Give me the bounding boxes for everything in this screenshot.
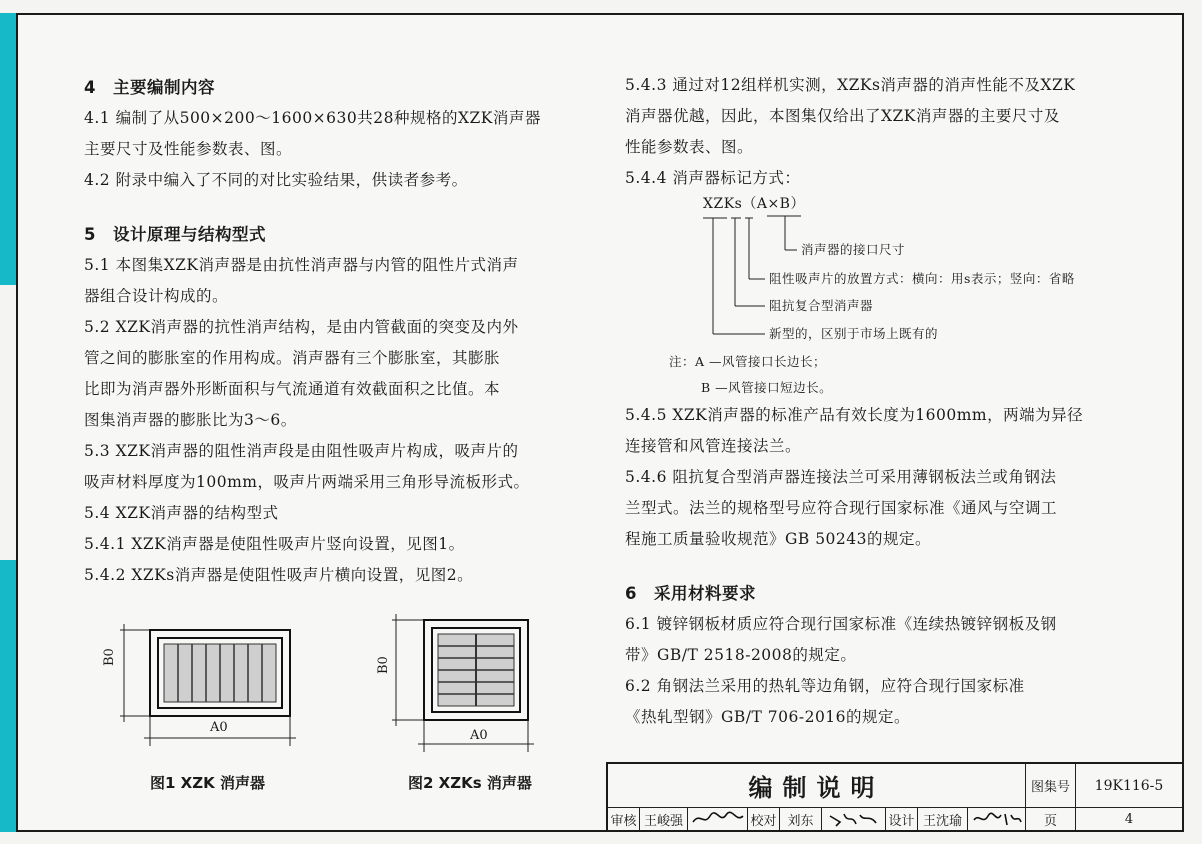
designer-signature-mark <box>971 810 1023 828</box>
fig2-dim-a: A0 <box>470 728 488 743</box>
figure-2-drawing <box>392 614 534 752</box>
section-5-title: 5 设计原理与结构型式 <box>84 225 266 244</box>
para-5-1: 5.1 本图集XZK消声器是由抗性消声器与内管的阻性片式消声 <box>84 256 519 274</box>
para-6-1: 6.1 镀锌钢板材质应符合现行国家标准《连续热镀锌钢板及钢 <box>625 615 1057 633</box>
page-label: 页 <box>1026 808 1076 830</box>
para-5-4-3-cont1: 消声器优越，因此，本图集仅给出了XZK消声器的主要尺寸及 <box>625 107 1060 125</box>
atlas-number: 19K116-5 <box>1076 764 1182 808</box>
para-4-2: 4.2 附录中编入了不同的对比实验结果，供读者参考。 <box>84 171 468 189</box>
fig2-dim-b: B0 <box>376 656 391 674</box>
atlas-number-label: 图集号 <box>1026 764 1076 808</box>
marking-leader-lines <box>625 194 1145 344</box>
para-5-3-cont: 吸声材料厚度为100mm，吸声片两端采用三角形导流板形式。 <box>84 473 530 491</box>
figure-1-drawing <box>120 624 296 746</box>
para-6-1-cont: 带》GB/T 2518-2008的规定。 <box>625 646 857 664</box>
figures-area <box>98 614 568 804</box>
para-5-2-cont3: 图集消声器的膨胀比为3～6。 <box>84 411 297 429</box>
para-5-4-6-cont2: 程施工质量验收规范》GB 50243的规定。 <box>625 530 932 548</box>
para-5-4-3: 5.4.3 通过对12组样机实测，XZKs消声器的消声性能不及XZK <box>625 76 1076 94</box>
fig1-dim-b: B0 <box>102 648 117 666</box>
para-5-4-3-cont2: 性能参数表、图。 <box>625 138 754 156</box>
para-4-1: 4.1 编制了从500×200～1600×630共28种规格的XZK消声器 <box>84 109 541 127</box>
note-b: B —风管接口短边长。 <box>701 380 833 395</box>
marking-label-new: 新型的，区别于市场上既有的 <box>769 326 939 341</box>
para-5-4-1: 5.4.1 XZK消声器是使阻性吸声片竖向设置，见图1。 <box>84 535 465 553</box>
para-5-4-4: 5.4.4 消声器标记方式： <box>625 169 801 187</box>
para-5-2-cont2: 比即为消声器外形断面积与气流通道有效截面积之比值。本 <box>84 380 501 398</box>
para-5-4-6: 5.4.6 阻抗复合型消声器连接法兰可采用薄钢板法兰或角钢法 <box>625 468 1057 486</box>
para-6-2-cont: 《热轧型钢》GB/T 706-2016的规定。 <box>625 708 911 726</box>
checker-signature-mark <box>826 810 882 828</box>
design-label: 设计 <box>886 808 918 830</box>
check-label: 校对 <box>748 808 780 830</box>
marking-label-orientation: 阻性吸声片的放置方式：横向：用s表示；竖向：省略 <box>769 271 1075 286</box>
designer-name: 王沈瑜 <box>918 808 968 830</box>
cyan-edge-bottom <box>0 560 16 832</box>
para-6-2: 6.2 角钢法兰采用的热轧等边角钢，应符合现行国家标准 <box>625 677 1025 695</box>
marking-label-size: 消声器的接口尺寸 <box>801 242 906 257</box>
reviewer-signature-mark <box>690 810 746 828</box>
para-5-2: 5.2 XZK消声器的抗性消声结构，是由内管截面的突变及内外 <box>84 318 519 336</box>
review-label: 审核 <box>608 808 640 830</box>
reviewer-signature <box>688 808 748 830</box>
figure-drawings <box>98 614 568 764</box>
marking-diagram <box>625 194 1165 395</box>
para-5-2-cont1: 管之间的膨胀室的作用构成。消声器有三个膨胀室，其膨胀 <box>84 349 501 367</box>
para-5-1-cont: 器组合设计构成的。 <box>84 287 229 305</box>
section-4-title: 4 主要编制内容 <box>84 78 215 97</box>
note-a: 注：A —风管接口长边长； <box>669 354 827 369</box>
para-5-4-6-cont1: 兰型式。法兰的规格型号应符合现行国家标准《通风与空调工 <box>625 499 1058 517</box>
drawing-title: 编制说明 <box>608 764 1026 808</box>
checker-signature <box>822 808 886 830</box>
para-5-3: 5.3 XZK消声器的阻性消声段是由阻性吸声片构成，吸声片的 <box>84 442 519 460</box>
reviewer-name: 王峻强 <box>640 808 688 830</box>
marking-label-type: 阻抗复合型消声器 <box>769 298 874 313</box>
figure-1-caption: 图1 XZK 消声器 <box>150 774 265 792</box>
title-block <box>606 762 1182 830</box>
para-5-4-2: 5.4.2 XZKs消声器是使阻性吸声片横向设置，见图2。 <box>84 566 474 584</box>
cyan-edge-top <box>0 13 16 285</box>
left-column <box>84 72 584 591</box>
fig1-dim-a: A0 <box>210 720 228 735</box>
para-5-4-5: 5.4.5 XZK消声器的标准产品有效长度为1600mm，两端为异径 <box>625 406 1084 424</box>
checker-name: 刘东 <box>780 808 822 830</box>
figure-2-caption: 图2 XZKs 消声器 <box>408 774 532 792</box>
para-4-1-cont: 主要尺寸及性能参数表、图。 <box>84 140 293 158</box>
designer-signature <box>968 808 1026 830</box>
section-6-title: 6 采用材料要求 <box>625 584 756 603</box>
para-5-4-5-cont: 连接管和风管连接法兰。 <box>625 437 802 455</box>
marking-code: XZKs（A×B） <box>703 196 805 212</box>
para-5-4: 5.4 XZK消声器的结构型式 <box>84 504 279 522</box>
right-column <box>625 70 1165 733</box>
page-number: 4 <box>1124 811 1134 827</box>
